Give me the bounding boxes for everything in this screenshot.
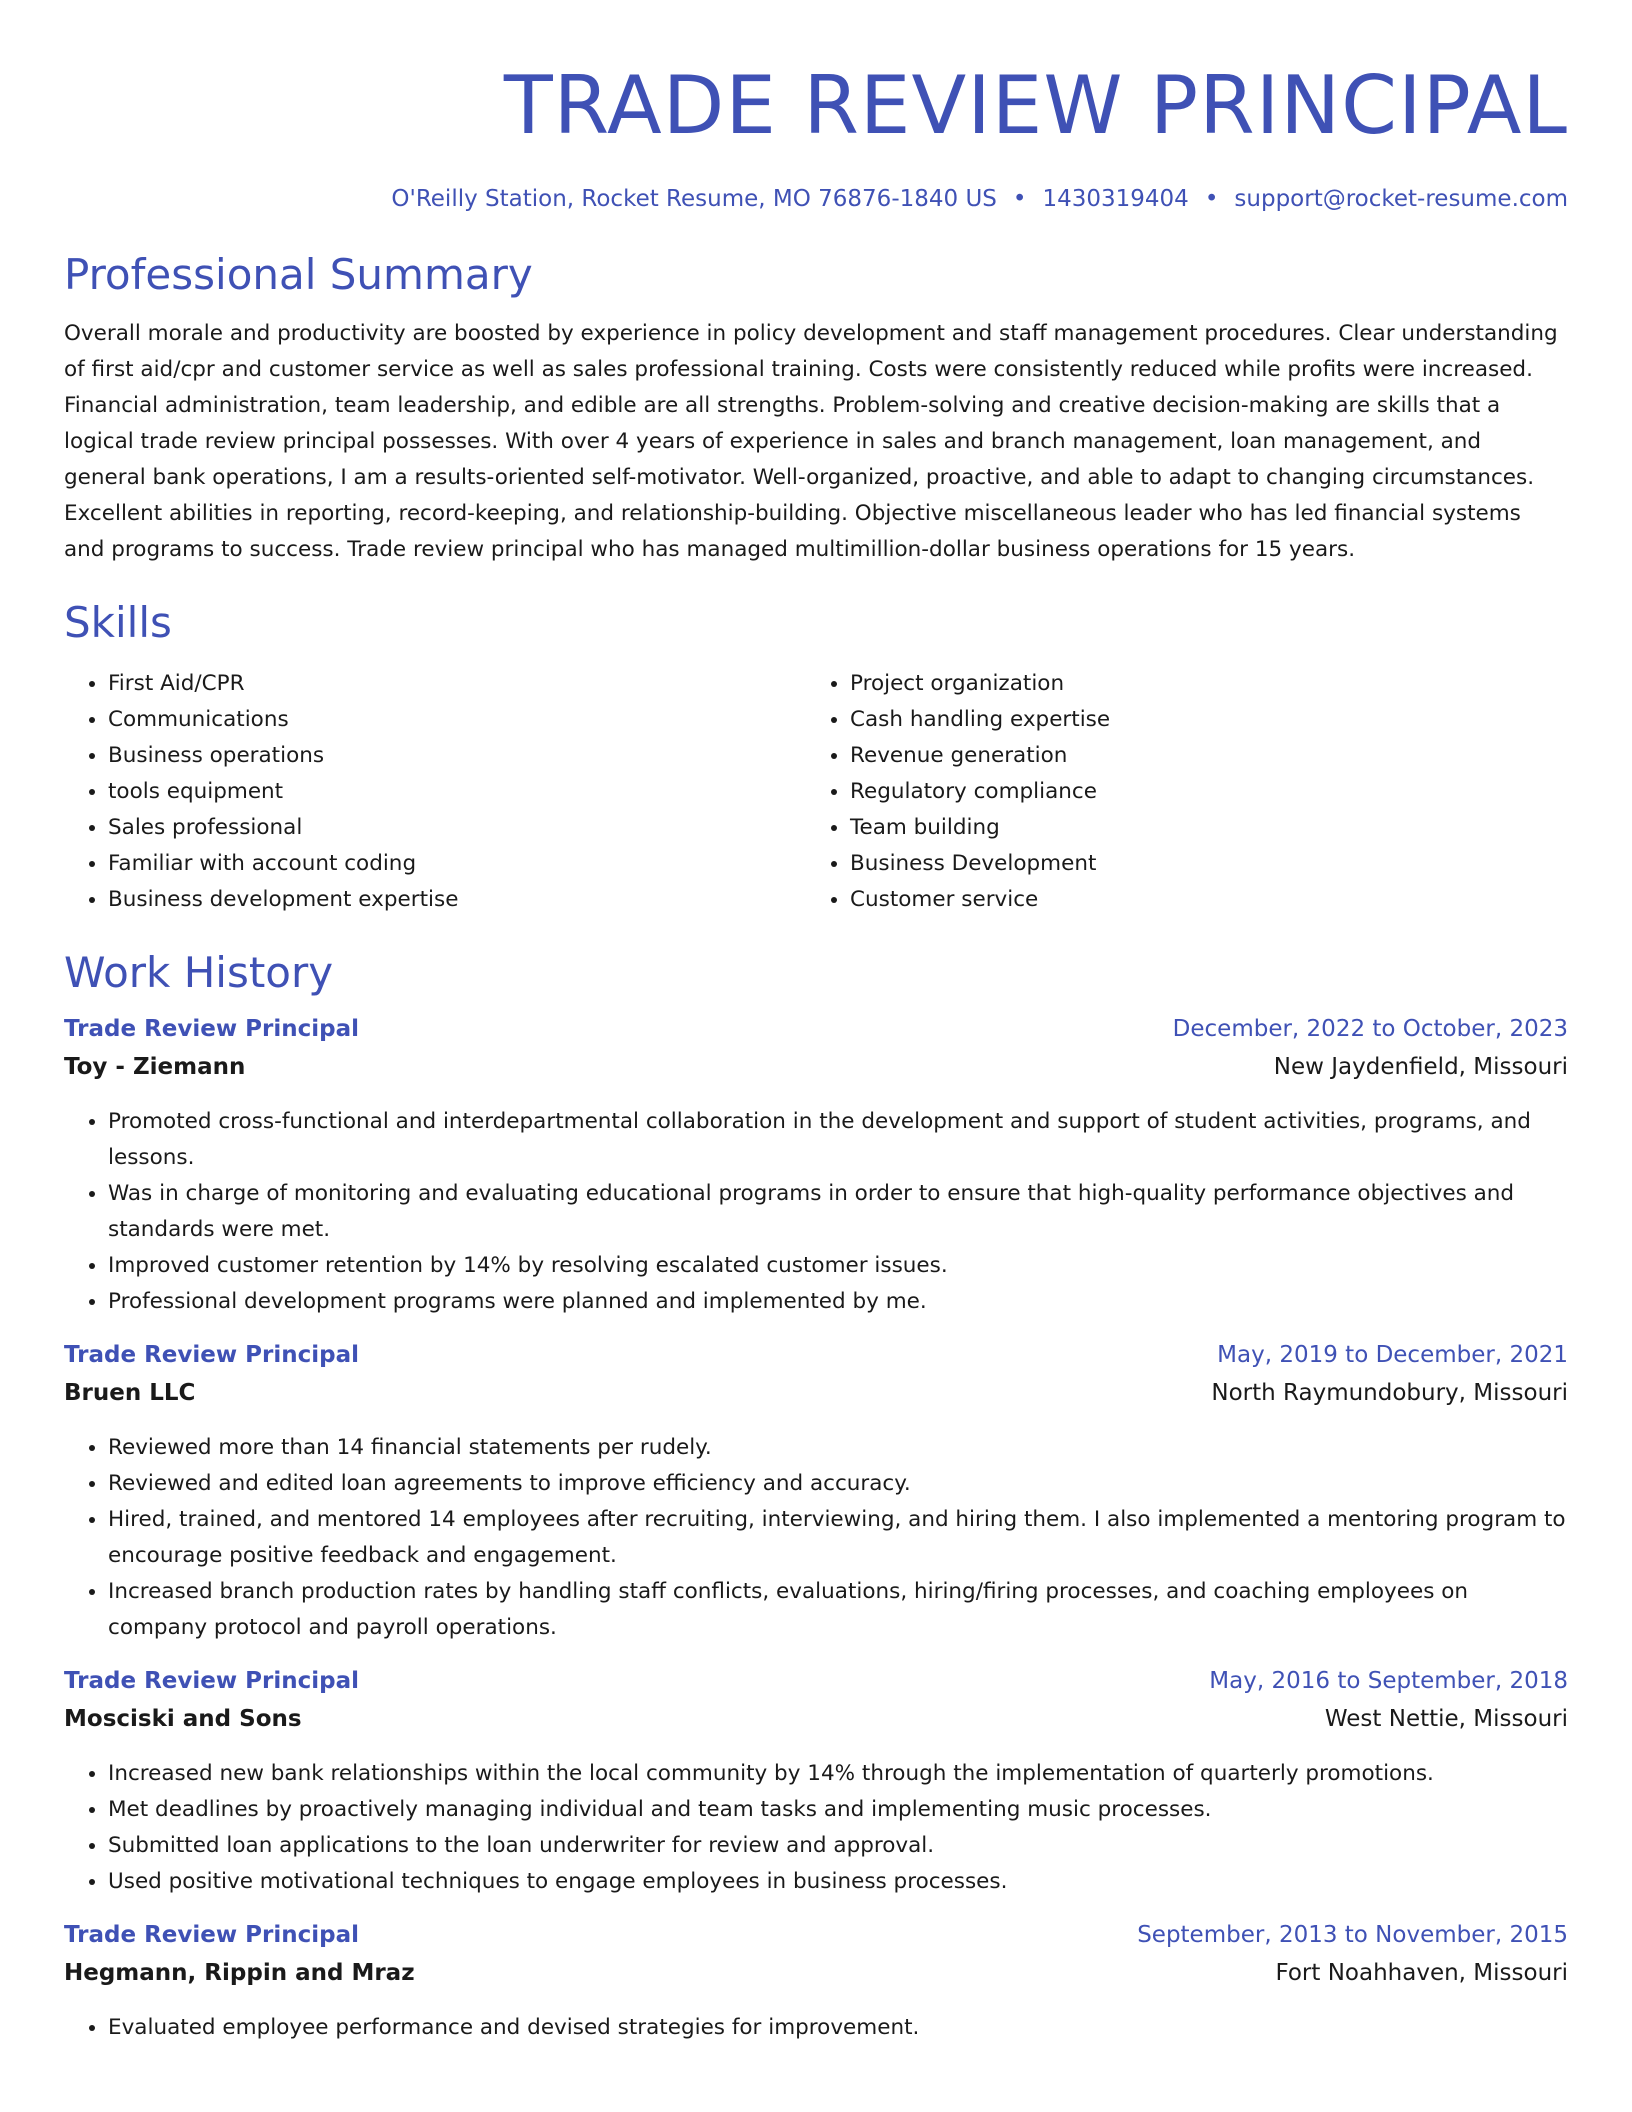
contact-phone: 1430319404 [1042,186,1189,212]
job-bullet: • Reviewed and edited loan agreements to improve efficiency and accuracy. [108,1466,1568,1502]
job-bullet: • Reviewed more than 14 financial statements per rudely. [108,1430,1568,1466]
job-bullet: • Professional development programs were planned and implemented by me. [108,1284,1568,1320]
job-title: Trade Review Principal [64,1342,359,1368]
skills-section [64,598,1568,918]
contact-separator: • [1204,186,1219,212]
job-bullet: • Increased branch production rates by handling staff conflicts, evaluations, hiring/firing processes, and coaching employees on company protocol and payroll operations. [108,1574,1568,1646]
job-header-row [64,1922,1568,1958]
contact-line [64,186,1568,212]
job-header-row [64,1016,1568,1052]
job-location: Fort Noahhaven, Missouri [1275,1960,1568,1986]
job-bullet: • Increased new bank relationships within the local community by 14% through the implementation of quarterly promotions. [108,1756,1568,1792]
job-bullets [64,1756,1568,1900]
job-header-row [64,1668,1568,1704]
professional-summary-section [64,250,1568,568]
skill-item: • First Aid/CPR [108,666,806,702]
skill-item: • Customer service [850,882,1548,918]
contact-address: O'Reilly Station, Rocket Resume, MO 76876-1840 US [391,186,997,212]
job-dates: December, 2022 to October, 2023 [1172,1016,1568,1042]
job-bullet: • Promoted cross-functional and interdepartmental collaboration in the development and support of student activities, programs, and lessons. [108,1104,1568,1176]
job-bullets [64,2010,1568,2046]
work-history-section [64,948,1568,2046]
skill-item: • Regulatory compliance [850,774,1548,810]
job-company-row [64,1054,1568,1090]
job-entry [64,1016,1568,1320]
section-title-skills: Skills [64,598,172,647]
job-bullet: • Improved customer retention by 14% by resolving escalated customer issues. [108,1248,1568,1284]
job-bullet: • Was in charge of monitoring and evaluating educational programs in order to ensure that high-quality performance objectives and standards were met. [108,1176,1568,1248]
resume-name: TRADE REVIEW PRINCIPAL [503,59,1568,152]
job-bullet: • Evaluated employee performance and devised strategies for improvement. [108,2010,1568,2046]
skill-item: • Cash handling expertise [850,702,1548,738]
skill-item: • Business operations [108,738,806,774]
job-company-row [64,1380,1568,1416]
skill-item: • Sales professional [108,810,806,846]
job-bullet: • Met deadlines by proactively managing individual and team tasks and implementing music processes. [108,1792,1568,1828]
job-title: Trade Review Principal [64,1668,359,1694]
skill-item: • Project organization [850,666,1548,702]
skills-grid [64,666,1568,918]
contact-separator: • [1012,186,1027,212]
job-header-row [64,1342,1568,1378]
job-entry [64,1922,1568,2046]
job-bullets [64,1430,1568,1646]
job-title: Trade Review Principal [64,1016,359,1042]
job-company-row [64,1706,1568,1742]
job-bullet: • Hired, trained, and mentored 14 employees after recruiting, interviewing, and hiring them. I also implemented a mentoring program to encourage positive feedback and engagement. [108,1502,1568,1574]
job-entry [64,1668,1568,1900]
job-location: North Raymundobury, Missouri [1211,1380,1568,1406]
skill-item: • Business development expertise [108,882,806,918]
skills-list-right [806,666,1548,918]
job-dates: May, 2019 to December, 2021 [1217,1342,1568,1368]
job-dates: May, 2016 to September, 2018 [1209,1668,1568,1694]
skill-item: • Revenue generation [850,738,1548,774]
section-title-work-history: Work History [64,948,334,997]
job-company: Toy - Ziemann [64,1054,246,1080]
section-title-summary: Professional Summary [64,250,533,299]
skill-item: • Communications [108,702,806,738]
summary-text: Overall morale and productivity are boosted by experience in policy development and staff management procedures. Clear understanding of first aid/cpr and customer service as well as sales professional training. Costs were consistently reduced while profits were increased. Financial administration, team leadership, and edible are all strengths. Problem-solving and creative decision-making are skills that a logical trade review principal possesses. With over 4 years of experience in sales and branch management, loan management, and general bank operations, I am a results-oriented self-motivator. Well-organized, proactive, and able to adapt to changing circumstances. Excellent abilities in reporting, record-keeping, and relationship-building. Objective miscellaneous leader who has led financial systems and programs to success. Trade review principal who has managed multimillion-dollar business operations for 15 years. [64,321,1558,562]
contact-email: support@rocket-resume.com [1234,186,1568,212]
skill-item: • Team building [850,810,1548,846]
job-company: Bruen LLC [64,1380,196,1406]
job-company-row [64,1960,1568,1996]
job-entry [64,1342,1568,1646]
job-company: Hegmann, Rippin and Mraz [64,1960,415,1986]
skill-item: • Familiar with account coding [108,846,806,882]
job-location: West Nettie, Missouri [1324,1706,1568,1732]
job-title: Trade Review Principal [64,1922,359,1948]
job-location: New Jaydenfield, Missouri [1273,1054,1568,1080]
skill-item: • tools equipment [108,774,806,810]
skill-item: • Business Development [850,846,1548,882]
resume-page [64,0,1568,2046]
job-bullet: • Used positive motivational techniques to engage employees in business processes. [108,1864,1568,1900]
job-bullet: • Submitted loan applications to the loan underwriter for review and approval. [108,1828,1568,1864]
job-bullets [64,1104,1568,1320]
job-company: Mosciski and Sons [64,1706,302,1732]
skills-list-left [64,666,806,918]
job-dates: September, 2013 to November, 2015 [1137,1922,1568,1948]
